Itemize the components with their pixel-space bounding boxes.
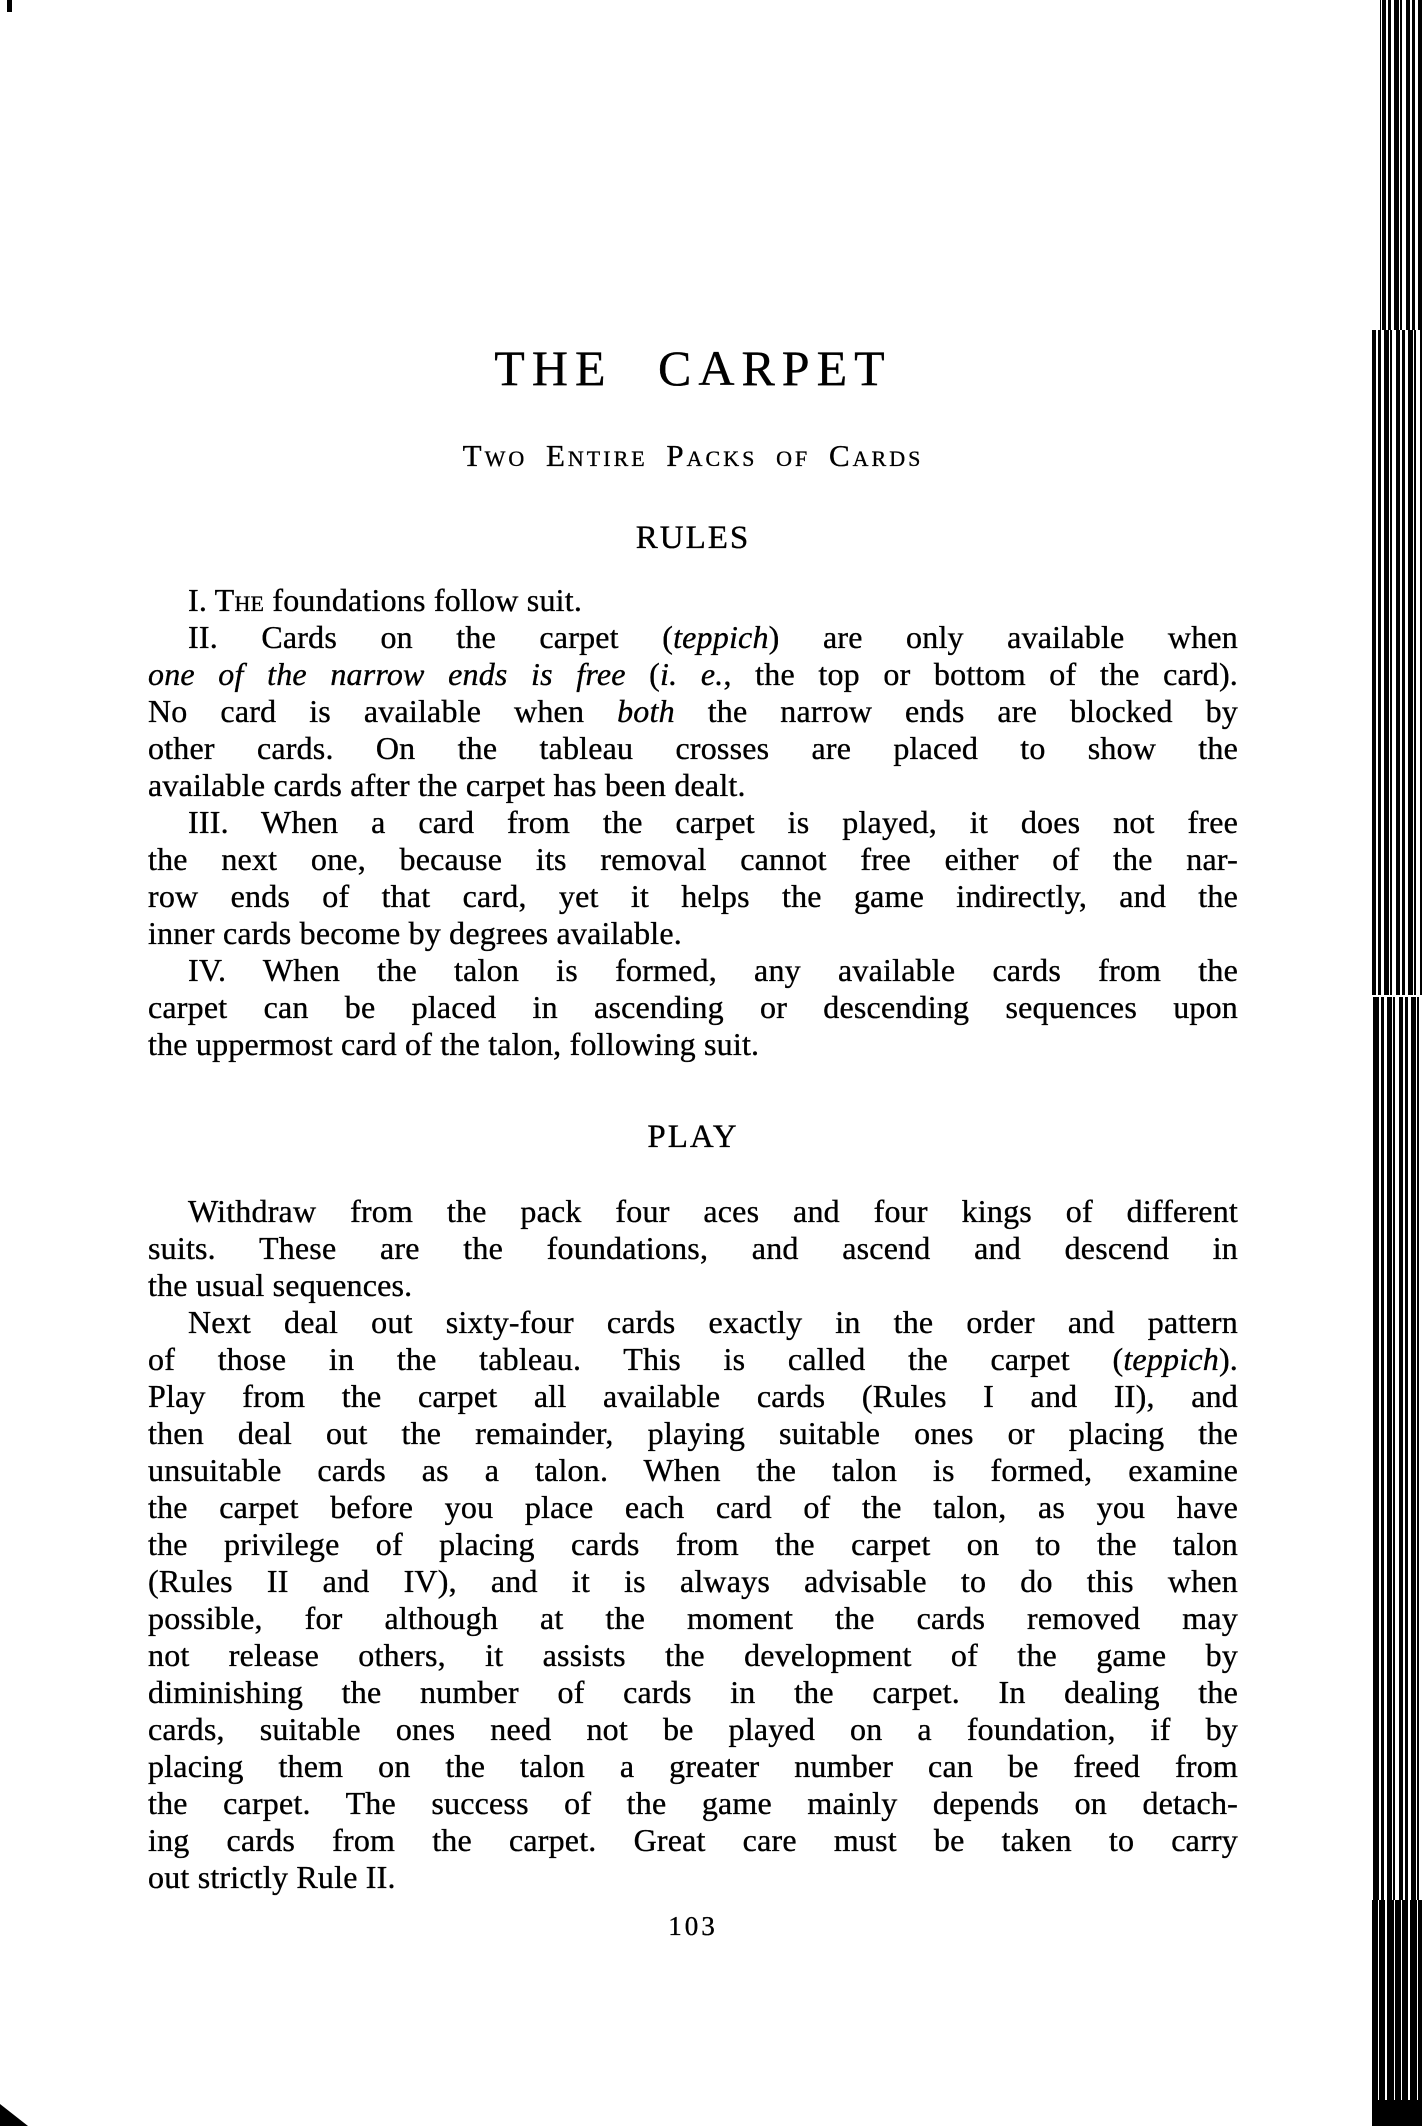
fore-edge-segment [1380, 0, 1422, 332]
text: ( [625, 656, 661, 692]
smallcaps-text: he [234, 582, 265, 618]
text: II. Cards on the carpet ( [188, 619, 674, 655]
text: No card is available when [148, 693, 618, 729]
text: the uppermost card of the talon, following suit. [148, 1026, 760, 1062]
text: available cards after the carpet has been dealt. [148, 767, 746, 803]
sections-container [148, 518, 1238, 1896]
text-line [148, 1304, 1238, 1341]
paragraph [148, 1193, 1238, 1304]
text-line [148, 1452, 1238, 1489]
paragraph [148, 619, 1238, 804]
text: ) are only available when [768, 619, 1239, 655]
text-line [148, 1674, 1238, 1711]
text: III. When a card from the carpet is played, it does not free [188, 804, 1238, 840]
text-line [148, 1230, 1238, 1267]
scan-artifact-top-left [7, 0, 12, 12]
text: Next deal out sixty-four cards exactly in the order and pattern [188, 1304, 1238, 1340]
text-line [148, 582, 1238, 619]
section-play [148, 1117, 1238, 1896]
text-line [148, 1026, 1238, 1063]
page-title: THE CARPET [494, 340, 892, 396]
paragraph [148, 582, 1238, 619]
text: inner cards become by degrees available. [148, 915, 682, 951]
italic-text: teppich [673, 619, 769, 655]
text-line [148, 1415, 1238, 1452]
page-number: 103 [668, 1911, 718, 1941]
paragraph [148, 952, 1238, 1063]
text-line [148, 1822, 1238, 1859]
text: other cards. On the tableau crosses are placed to show the [148, 730, 1238, 766]
page-subtitle: Two Entire Packs of Cards [462, 438, 924, 473]
text-line [148, 1378, 1238, 1415]
text: diminishing the number of cards in the carpet. In dealing the [148, 1674, 1238, 1710]
text-line [148, 656, 1238, 693]
text-line [148, 1341, 1238, 1378]
text-line [148, 989, 1238, 1026]
paragraph [148, 1304, 1238, 1896]
text-line [148, 1600, 1238, 1637]
section-heading: PLAY [647, 1119, 739, 1155]
italic-text: teppich [1123, 1341, 1219, 1377]
text: the carpet. The success of the game mainly depends on detach- [148, 1785, 1238, 1821]
text: carpet can be placed in ascending or descending sequences upon [148, 989, 1238, 1025]
text-line [148, 1785, 1238, 1822]
text: the usual sequences. [148, 1267, 413, 1303]
text: Play from the carpet all available cards (Rules I and II), and [148, 1378, 1238, 1414]
text-line [148, 1193, 1238, 1230]
text: Withdraw from the pack four aces and four kings of different [188, 1193, 1238, 1229]
text-line [148, 693, 1238, 730]
text: not release others, it assists the development of the game by [148, 1637, 1238, 1673]
text: the carpet before you place each card of the talon, as you have [148, 1489, 1238, 1525]
text: the next one, because its removal cannot free either of the nar- [148, 841, 1238, 877]
text-line [148, 841, 1238, 878]
italic-text: one of the narrow ends is free [148, 656, 626, 692]
text: I. T [188, 582, 235, 618]
text: placing them on the talon a greater number can be freed from [148, 1748, 1238, 1784]
text: ). [1218, 1341, 1238, 1377]
italic-text: both [617, 693, 675, 729]
text: cards, suitable ones need not be played on a foundation, if by [148, 1711, 1238, 1747]
text-line [148, 1711, 1238, 1748]
text-line [148, 1859, 1238, 1896]
text-line [148, 1489, 1238, 1526]
section-heading: RULES [635, 520, 751, 556]
text: then deal out the remainder, playing suitable ones or placing the [148, 1415, 1238, 1451]
scan-artifact-bottom-left [0, 2104, 28, 2126]
book-fore-edge [1372, 0, 1422, 2126]
text: the privilege of placing cards from the carpet on to the talon [148, 1526, 1238, 1562]
text-line [148, 952, 1238, 989]
text-line [148, 619, 1238, 656]
text: IV. When the talon is formed, any available cards from the [188, 952, 1238, 988]
text-line [148, 915, 1238, 952]
page-content [148, 0, 1238, 1942]
text-line [148, 878, 1238, 915]
text: row ends of that card, yet it helps the game indirectly, and the [148, 878, 1238, 914]
text: out strictly Rule II. [148, 1859, 396, 1895]
text: (Rules II and IV), and it is always advisable to do this when [148, 1563, 1238, 1599]
section-rules [148, 518, 1238, 1063]
paragraph [148, 804, 1238, 952]
text-line [148, 1526, 1238, 1563]
text: possible, for although at the moment the cards removed may [148, 1600, 1238, 1636]
text: unsuitable cards as a talon. When the talon is formed, examine [148, 1452, 1238, 1488]
text-line [148, 1267, 1238, 1304]
fore-edge-segment [1372, 2100, 1422, 2126]
text: foundations follow suit. [264, 582, 583, 618]
text: of those in the tableau. This is called the carpet ( [148, 1341, 1124, 1377]
fore-edge-segment [1372, 1900, 1422, 2100]
text: , the top or bottom of the card). [723, 656, 1238, 692]
text-line [148, 804, 1238, 841]
text: suits. These are the foundations, and ascend and descend in [148, 1230, 1238, 1266]
text: ing cards from the carpet. Great care must be taken to carry [148, 1822, 1238, 1858]
italic-text: i. e. [660, 656, 724, 692]
text-line [148, 1563, 1238, 1600]
text-line [148, 730, 1238, 767]
fore-edge-segment [1372, 330, 1422, 995]
text: the narrow ends are blocked by [674, 693, 1238, 729]
text-line [148, 1748, 1238, 1785]
text-line [148, 1637, 1238, 1674]
text-line [148, 767, 1238, 804]
fore-edge-segment [1372, 995, 1422, 1902]
